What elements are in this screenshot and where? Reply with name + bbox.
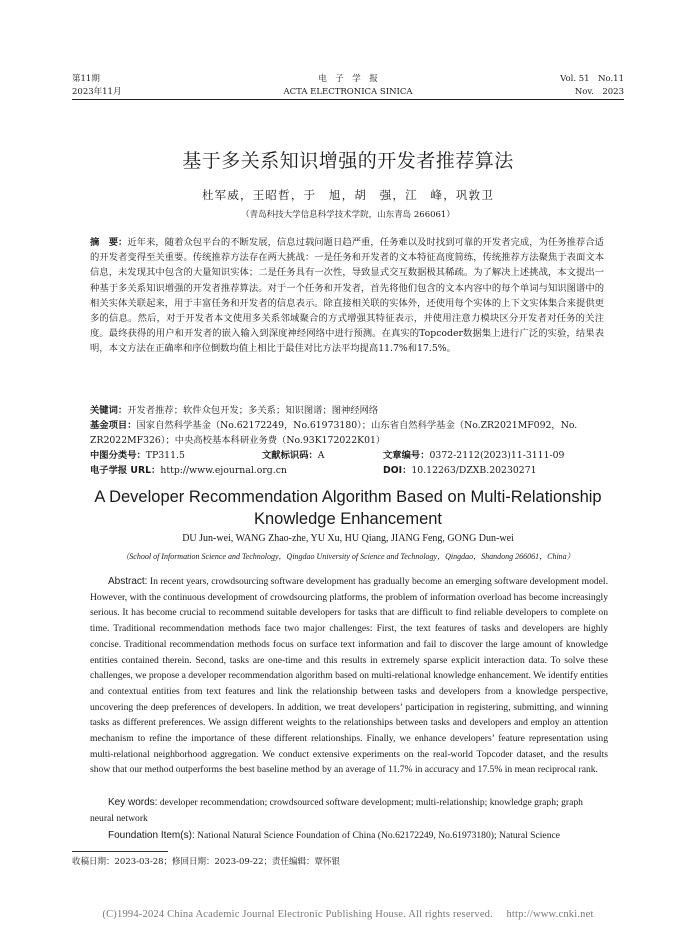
header-rule xyxy=(72,99,624,100)
clc-number xyxy=(90,448,185,463)
paper-title-cn: 基于多关系知识增强的开发者推荐算法 xyxy=(182,150,514,172)
doc-label: 文献标识码： xyxy=(262,450,318,461)
doi-label: DOI： xyxy=(383,465,412,476)
url-label: 电子学报 URL： xyxy=(90,465,161,476)
clc-label: 中图分类号： xyxy=(90,450,146,461)
keywords-text-en: developer recommendation; crowdsourced software development; multi-relationship; knowledge graph; graph neural network xyxy=(90,797,583,824)
title-en-line-2: Knowledge Enhancement xyxy=(253,510,443,528)
document-code xyxy=(262,448,325,463)
article-label: 文章编号： xyxy=(383,450,430,461)
affiliation-en: （School of Information Science and Technology，Qingdao University of Science and Technology，Qingdao，Shandong 266061，China） xyxy=(121,552,575,561)
received-dates-footnote: 收稿日期：2023-03-28；修回日期：2023-09-22；责任编辑：覃怀银 xyxy=(72,857,341,867)
title-en-line-1: A Developer Recommendation Algorithm Based on Multi-Relationship xyxy=(94,488,602,506)
fund-label-en: Foundation Item(s): xyxy=(108,830,195,841)
article-value: 0372-2112(2023)11-3111-09 xyxy=(429,450,565,461)
doi-value[interactable]: 10.12263/DZXB.20230271 xyxy=(411,465,537,476)
fund-text-cn-2: ZR2022MF326）；中央高校基本科研业务费（No.93K172022K01） xyxy=(90,435,386,446)
keywords-label-cn: 关键词： xyxy=(90,405,128,416)
abstract-text-cn: 近年来，随着众包平台的不断发展，信息过载问题日趋严重，任务难以及时找到可靠的开发者完成，为任务推荐合适的开发者变得至关重要。传统推荐方法存在两大挑战：一是任务和开发者的文本特征高度简练，传统推荐方法聚焦于表面文本信息，未发现其中包含的大量知识实体；二是任务具有一次性，导致显式交互数据极其稀疏。为了解决上述挑战，本文提出一种基于多关系知识增强的开发者推荐算法。对于一个任务和开发者，首先将他们包含的文本内容中的每个单词与知识图谱中的相关实体关联起来，用于丰富任务和开发者的信息表示。除直接相关联的实体外，还使用每个实体的上下文实体集合来提供更多的信息。然后，对于开发者本文使用多关系邻域聚合的方式增强其特征表示，并使用注意力模块区分开发者对任务的关注度。最终获得的用户和开发者的嵌入输入到深度神经网络中进行预测。在真实的Topcoder数据集上进行广泛的实验，结果表明，本文方法在正确率和序位倒数均值上相比于最佳对比方法平均提高11.7%和17.5%。 xyxy=(90,237,604,355)
fund-text-en: National Natural Science Foundation of China (No.62172249, No.61973180); Natural Science xyxy=(197,830,561,841)
article-number xyxy=(383,448,564,463)
abstract-cn xyxy=(90,235,604,357)
journal-url xyxy=(90,463,287,478)
keywords-text-cn: 开发者推荐；软件众包开发；多关系；知识图谱；图神经网络 xyxy=(127,405,379,416)
author-list-en: DU Jun-wei, WANG Zhao-zhe, YU Xu, HU Qiang, JIANG Feng, GONG Dun-wei xyxy=(182,533,514,544)
volume-number: Vol. 51 No.11 xyxy=(560,74,624,84)
abstract-text-en: In recent years, crowdsourcing software development has gradually become an emerging software development model. However, with the continuous development of crowdsourcing platforms, the problem of information overload has become increasingly serious. It has become crucial to recommend suitable developers for tasks that are difficult to find reliable developers to complete on time. Traditional recommendation methods face two major challenges: First, the text features of tasks and developers are highly concise. Traditional recommendation methods focus on surface text information and fail to discover the large amount of knowledge entities contained therein. Second, tasks are one-time and this results in extremely sparse explicit interaction data. To solve these challenges, we propose a developer recommendation algorithm based on multi-relational knowledge enhancement. We identify entities and contextual entities from text features and link the relationship between tasks and developers from a knowledge perspective, uncovering the deep preferences of developers. In addition, we treat developers’ participation in registering, submitting, and winning tasks as different preferences. We assign different weights to the relationships between tasks and developers and employ an attention mechanism to refine the importance of these different relationships. Finally, we enhance developers’ feature representation using multi-relational neighborhood aggregation. We conduct extensive experiments on the real-world Topcoder dataset, and the results show that our method outperforms the best baseline method by an average of 11.7% in accuracy and 17.5% in mean reciprocal rank. xyxy=(90,576,609,776)
copyright-line: (C)1994-2024 China Academic Journal Electronic Publishing House. All rights reserved. http://www.cnki.net xyxy=(102,909,594,920)
issue-date-en: Nov. 2023 xyxy=(574,87,624,97)
paper-title-en xyxy=(0,486,696,530)
abstract-label-cn: 摘 要： xyxy=(90,237,128,248)
journal-name-cn: 电 子 学 报 xyxy=(318,74,378,84)
issue-number: 第11期 xyxy=(72,74,100,84)
fund-label-cn: 基金项目： xyxy=(90,420,137,431)
running-header-right xyxy=(560,73,624,99)
abstract-label-en: Abstract: xyxy=(108,576,148,587)
affiliation-cn: （青岛科技大学信息科学技术学院，山东青岛 266061） xyxy=(241,210,455,220)
abstract-en xyxy=(90,574,608,778)
clc-value: TP311.5 xyxy=(145,450,185,461)
keywords-label-en: Key words: xyxy=(108,797,158,808)
fund-en xyxy=(90,828,608,844)
footnote-rule xyxy=(72,851,168,852)
doi xyxy=(383,463,537,478)
fund-text-cn-1: 国家自然科学基金（No.62172249，No.61973180）；山东省自然科学基金（No.ZR2021MF092，No. xyxy=(136,420,578,431)
keywords-en xyxy=(90,795,608,826)
keywords-cn xyxy=(90,403,378,418)
url-link[interactable]: http://www.ejournal.org.cn xyxy=(160,465,287,476)
fund-cn xyxy=(90,418,604,448)
issue-date: 2023年11月 xyxy=(72,87,122,97)
doc-value: A xyxy=(317,450,325,461)
journal-name-en: ACTA ELECTRONICA SINICA xyxy=(283,87,413,97)
author-list-cn: 杜军威，王昭哲，于 旭，胡 强，江 峰，巩敦卫 xyxy=(201,188,495,202)
